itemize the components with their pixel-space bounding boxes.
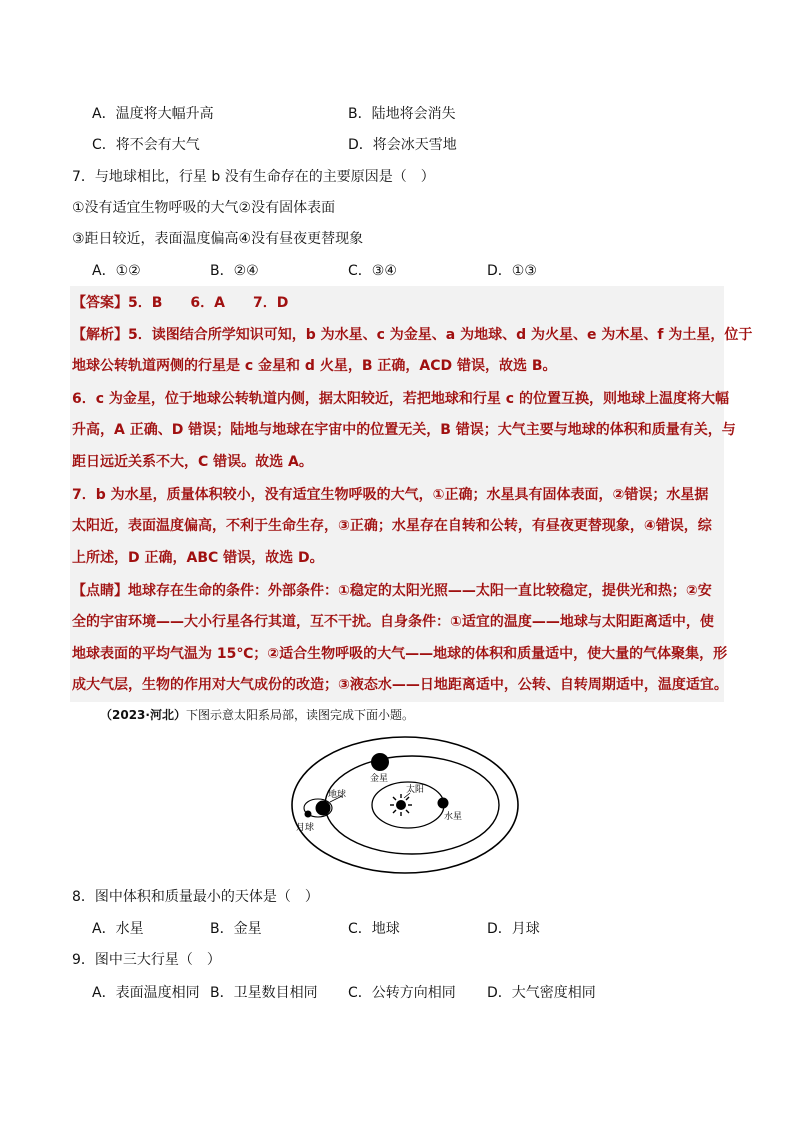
question-intro	[100, 706, 414, 724]
tip-l4: 成大气层，生物的作用对大气成份的改造；③液态水——日地距离适中，公转、自转周期适中，温度适宜。	[72, 677, 728, 693]
intro-text: 下图示意太阳系局部，读图完成下面小题。	[185, 708, 414, 722]
q7-option-b: B．②④	[210, 263, 259, 279]
q7-option-a: A．①②	[92, 263, 141, 279]
analysis-q6-l3: 距日远近关系不大，C 错误。故选 A。	[72, 454, 313, 470]
answer-line	[72, 293, 288, 313]
q6-option-d: D．将会冰天雪地	[348, 137, 457, 153]
analysis-q7-l2: 太阳近，表面温度偏高，不利于生命生存，③正确；水星存在自转和公转，有昼夜更替现象，④错误，综	[72, 518, 712, 534]
q7-option-d: D．①③	[487, 263, 537, 279]
q7-choice-line-2: ③距日较近，表面温度偏高④没有昼夜更替现象	[72, 231, 364, 247]
tip-tag: 【点睛】	[72, 583, 128, 599]
tip-line-1	[72, 581, 712, 601]
analysis-q7-l1: 7．b 为水星，质量体积较小，没有适宜生物呼吸的大气，①正确；水星具有固体表面，②错误；水星据	[72, 487, 709, 503]
analysis-line-1	[72, 325, 752, 345]
moon-body	[305, 811, 312, 818]
earth-planet	[316, 801, 331, 816]
q8-option-d: D．月球	[487, 921, 540, 937]
q9-stem: 9．图中三大行星（ ）	[72, 952, 221, 968]
earth-label: 地球	[328, 790, 347, 800]
venus-label: 金星	[370, 774, 389, 784]
sun-label: 太阳	[406, 785, 425, 795]
q6-option-c: C．将不会有大气	[92, 137, 200, 153]
analysis-q5-l2: 地球公转轨道两侧的行星是 c 金星和 d 火星，B 正确，ACD 错误，故选 B。	[72, 358, 557, 374]
q9-option-b: B．卫星数目相同	[210, 985, 318, 1001]
intro-source: （2023·河北）	[100, 708, 186, 722]
q7-option-c: C．③④	[348, 263, 397, 279]
q6-option-a: A．温度将大幅升高	[92, 106, 214, 122]
venus-planet	[371, 753, 389, 771]
analysis-q5-l1: 5．读图结合所学知识可知，b 为水星、c 为金星、a 为地球、d 为火星、e 为木星、f 为土星，位于	[128, 327, 753, 343]
q8-option-c: C．地球	[348, 921, 400, 937]
mercury-label: 水星	[444, 812, 463, 822]
analysis-tag: 【解析】	[72, 327, 128, 343]
q7-stem: 7．与地球相比，行星 b 没有生命存在的主要原因是（ ）	[72, 169, 435, 185]
analysis-q6-l2: 升高，A 正确、D 错误；陆地与地球在宇宙中的位置无关，B 错误；大气主要与地球的体积和质量有关，与	[72, 422, 736, 438]
analysis-q6-l1: 6．c 为金星，位于地球公转轨道内侧，据太阳较近，若把地球和行星 c 的位置互换，则地球上温度将大幅	[72, 391, 729, 407]
q8-stem: 8．图中体积和质量最小的天体是（ ）	[72, 889, 319, 905]
q6-option-b: B．陆地将会消失	[348, 106, 456, 122]
mercury-planet	[438, 798, 449, 809]
q8-option-a: A．水星	[92, 921, 144, 937]
q9-option-c: C．公转方向相同	[348, 985, 456, 1001]
answer-text: 5．B 6．A 7．D	[128, 295, 289, 311]
solar-system-diagram	[290, 730, 520, 880]
q9-option-a: A．表面温度相同	[92, 985, 200, 1001]
tip-l3: 地球表面的平均气温为 15℃；②适合生物呼吸的大气——地球的体积和质量适中，使大量的气体聚集，形	[72, 646, 728, 662]
answer-tag: 【答案】	[72, 295, 128, 311]
tip-l1: 地球存在生命的条件：外部条件：①稳定的太阳光照——太阳一直比较稳定，提供光和热；②安	[128, 583, 712, 599]
analysis-q7-l3: 上所述，D 正确，ABC 错误，故选 D。	[72, 550, 324, 566]
tip-l2: 全的宇宙环境——大小行星各行其道，互不干扰。自身条件：①适宜的温度——地球与太阳距离适中，使	[72, 614, 714, 630]
q9-option-d: D．大气密度相同	[487, 985, 596, 1001]
moon-label: 月球	[296, 823, 315, 833]
q7-choice-line-1: ①没有适宜生物呼吸的大气②没有固体表面	[72, 200, 336, 216]
q8-option-b: B．金星	[210, 921, 262, 937]
sun-icon	[390, 794, 412, 816]
